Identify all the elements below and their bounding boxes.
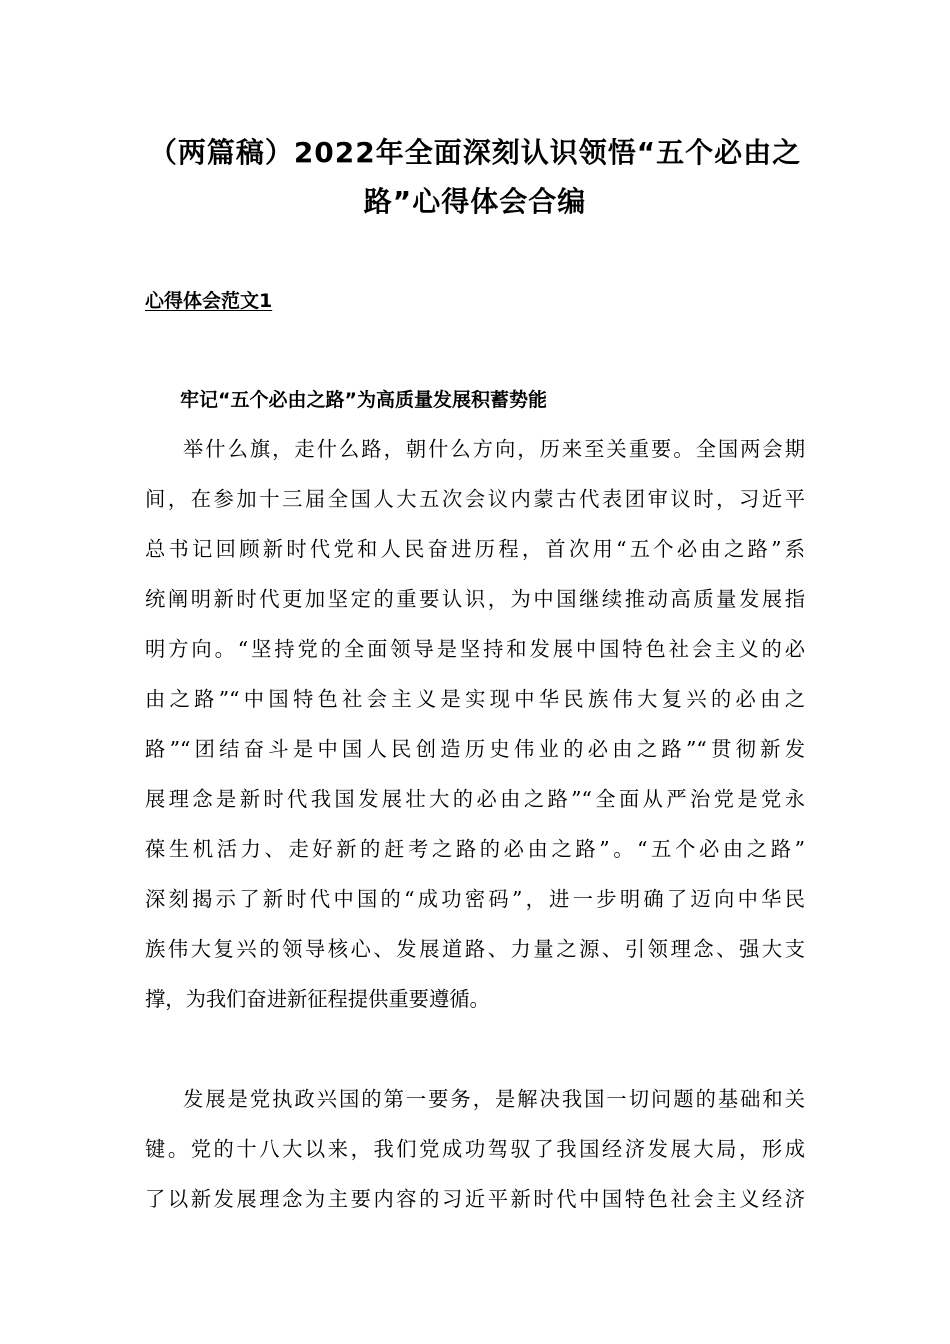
paragraph-1-line: 葆生机活力、走好新的赶考之路的必由之路”。“五个必由之路”: [145, 837, 805, 861]
document-title-line-1: （两篇稿）2022年全面深刻认识领悟“五个必由之: [148, 136, 802, 169]
document-title-line-2: 路”心得体会合编: [363, 185, 587, 218]
paragraph-1-line: 展理念是新时代我国发展壮大的必由之路”“全面从严治党是党永: [145, 787, 805, 811]
paragraph-1-line: 统阐明新时代更加坚定的重要认识，为中国继续推动高质量发展指: [145, 587, 805, 611]
paragraph-1-line: 明方向。“坚持党的全面领导是坚持和发展中国特色社会主义的必: [145, 637, 805, 661]
section-label: 心得体会范文1: [145, 290, 273, 312]
paragraph-1-line: 间，在参加十三届全国人大五次会议内蒙古代表团审议时，习近平: [145, 487, 805, 511]
paragraph-1-line: 举什么旗，走什么路，朝什么方向，历来至关重要。全国两会期: [183, 437, 805, 461]
paragraph-1-line: 总书记回顾新时代党和人民奋进历程，首次用“五个必由之路”系: [145, 537, 805, 561]
paragraph-2-line: 了以新发展理念为主要内容的习近平新时代中国特色社会主义经济: [145, 1187, 805, 1211]
paragraph-1-line: 深刻揭示了新时代中国的“成功密码”，进一步明确了迈向中华民: [145, 887, 805, 911]
paragraph-1-line: 撑，为我们奋进新征程提供重要遵循。: [145, 987, 490, 1011]
article-heading: 牢记“五个必由之路”为高质量发展积蓄势能: [180, 389, 547, 411]
paragraph-1-line: 路”“团结奋斗是中国人民创造历史伟业的必由之路”“贯彻新发: [145, 737, 805, 761]
paragraph-2-line: 发展是党执政兴国的第一要务，是解决我国一切问题的基础和关: [183, 1087, 805, 1111]
paragraph-2-line: 键。党的十八大以来，我们党成功驾驭了我国经济发展大局，形成: [145, 1137, 805, 1161]
paragraph-1-line: 族伟大复兴的领导核心、发展道路、力量之源、引领理念、强大支: [145, 937, 805, 961]
paragraph-1-line: 由之路”“中国特色社会主义是实现中华民族伟大复兴的必由之: [145, 687, 805, 711]
